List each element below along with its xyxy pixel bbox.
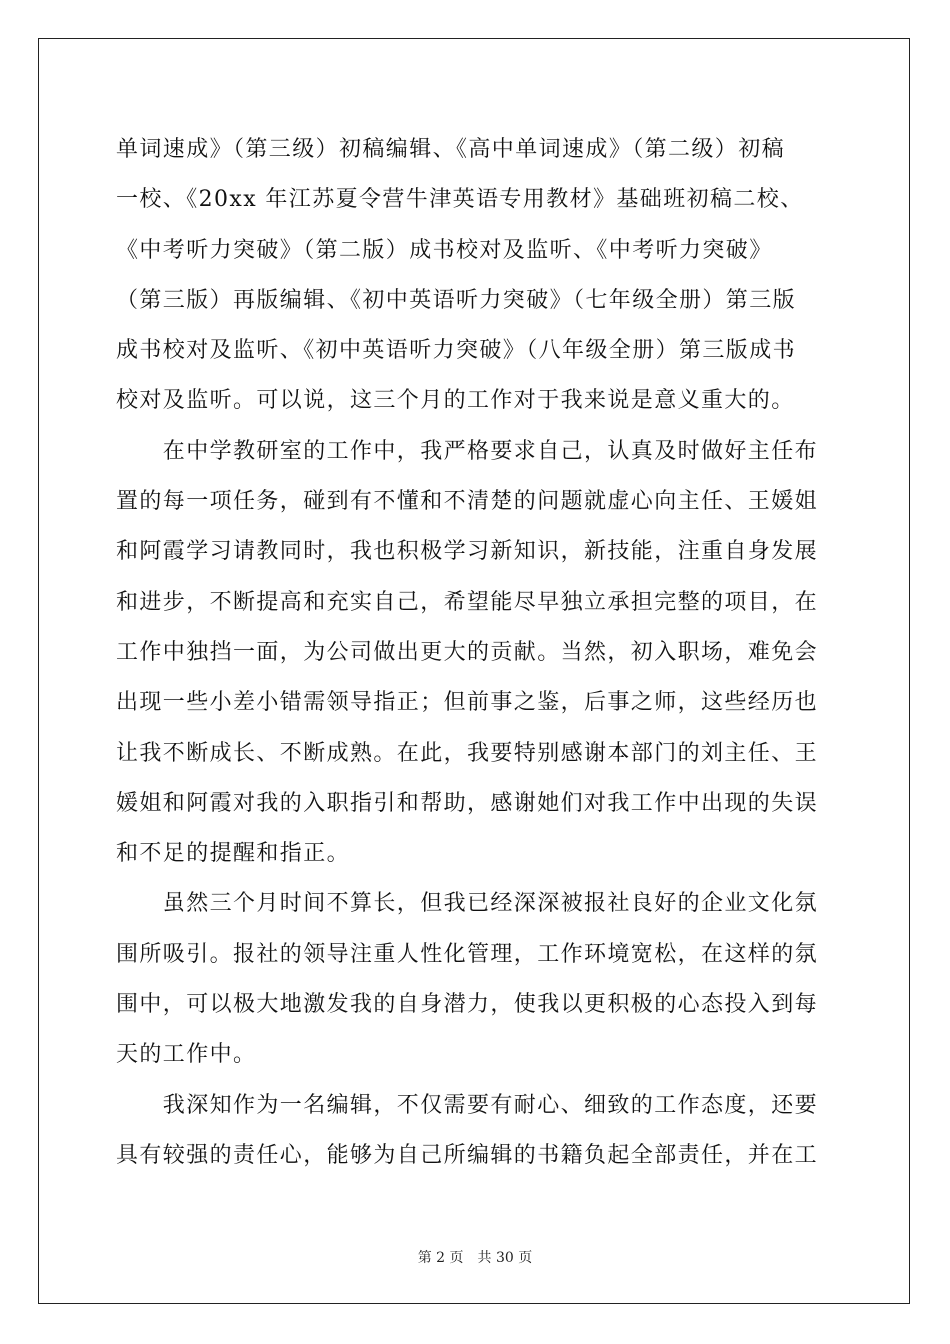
text-line: 和阿霞学习请教同时，我也积极学习新知识，新技能，注重自身发展 bbox=[116, 539, 819, 565]
text-line: 成书校对及监听、《初中英语听力突破》（八年级全册）第三版成书 bbox=[116, 338, 797, 364]
text-line: 出现一些小差小错需领导指正；但前事之鉴，后事之师，这些经历也 bbox=[116, 690, 819, 716]
text-line: 我深知作为一名编辑，不仅需要有耐心、细致的工作态度，还要 bbox=[116, 1092, 819, 1118]
text-line: 具有较强的责任心，能够为自己所编辑的书籍负起全部责任，并在工 bbox=[116, 1142, 819, 1168]
text-line: 校对及监听。可以说，这三个月的工作对于我来说是意义重大的。 bbox=[116, 388, 795, 414]
text-line: 单词速成》（第三级）初稿编辑、《高中单词速成》（第二级）初稿 bbox=[116, 137, 786, 162]
text-line: 置的每一项任务，碰到有不懂和不清楚的问题就虚心向主任、王媛姐 bbox=[116, 489, 819, 515]
text-line: 一校、《20xx 年江苏夏令营牛津英语专用教材》基础班初稿二校、 bbox=[116, 187, 804, 213]
text-line: 天的工作中。 bbox=[116, 1042, 257, 1068]
text-line: 围中，可以极大地激发我的自身潜力，使我以更积极的心态投入到每 bbox=[116, 992, 819, 1018]
text-line: 媛姐和阿霞对我的入职指引和帮助，感谢她们对我工作中出现的失误 bbox=[116, 790, 819, 816]
document-body bbox=[116, 125, 832, 1181]
text-line: （第三版）再版编辑、《初中英语听力突破》（七年级全册）第三版 bbox=[116, 287, 797, 313]
text-line: 和进步，不断提高和充实自己，希望能尽早独立承担完整的项目，在 bbox=[116, 589, 819, 615]
text-line: 围所吸引。报社的领导注重人性化管理，工作环境宽松，在这样的氛 bbox=[116, 941, 819, 967]
text-line: 虽然三个月时间不算长，但我已经深深被报社良好的企业文化氛 bbox=[116, 891, 819, 917]
text-line: 工作中独挡一面，为公司做出更大的贡献。当然，初入职场，难免会 bbox=[116, 639, 819, 665]
text-line: 让我不断成长、不断成熟。在此，我要特别感谢本部门的刘主任、王 bbox=[116, 740, 819, 766]
text-line: 在中学教研室的工作中，我严格要求自己，认真及时做好主任布 bbox=[116, 438, 819, 464]
text-line: 和不足的提醒和指正。 bbox=[116, 841, 351, 867]
page-number-footer: 第 2 页 共 30 页 bbox=[417, 1250, 533, 1266]
text-line: 《中考听力突破》（第二版）成书校对及监听、《中考听力突破》 bbox=[116, 237, 773, 263]
